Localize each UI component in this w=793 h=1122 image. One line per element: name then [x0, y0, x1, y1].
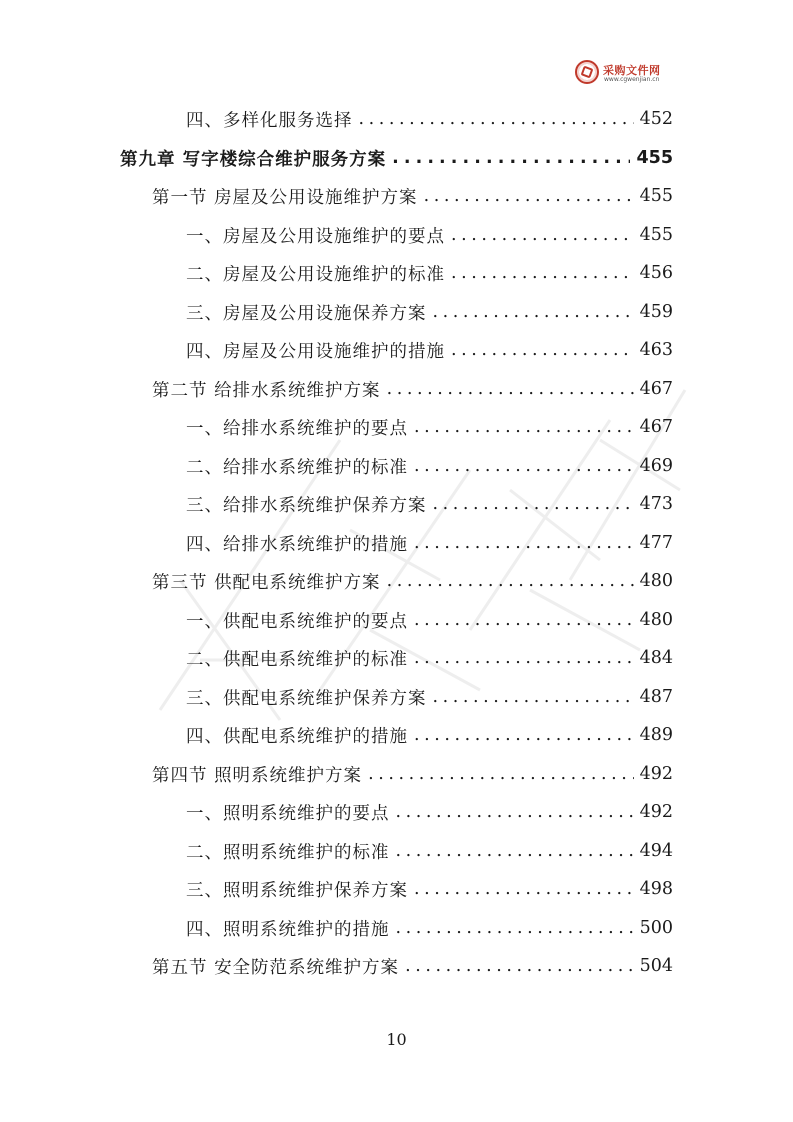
- toc-entry-title: 一、给排水系统维护的要点: [186, 418, 408, 439]
- toc-entry-title: 二、照明系统维护的标准: [186, 842, 390, 863]
- toc-entry[interactable]: [186, 720, 673, 750]
- toc-entry-page: 459: [639, 302, 673, 322]
- toc-leader-dots: [414, 456, 634, 476]
- toc-entry-title: 第二节 给排水系统维护方案: [152, 380, 381, 401]
- toc-section-entry[interactable]: [152, 566, 673, 596]
- toc-entry-title: 第九章 写字楼综合维护服务方案: [120, 149, 387, 170]
- toc-chapter-entry[interactable]: [120, 143, 673, 173]
- toc-leader-dots: [368, 764, 634, 784]
- toc-leader-dots: [359, 109, 634, 129]
- toc-entry-title: 三、房屋及公用设施保养方案: [186, 303, 427, 324]
- toc-entry-page: 492: [639, 802, 673, 822]
- toc-entry-page: 455: [639, 186, 673, 206]
- toc-entry-title: 四、照明系统维护的措施: [186, 919, 390, 940]
- logo-url: www.cgwenjian.cn: [604, 76, 660, 83]
- toc-entry[interactable]: [186, 297, 673, 327]
- toc-section-entry[interactable]: [152, 759, 673, 789]
- toc-entry-title: 四、多样化服务选择: [186, 110, 353, 131]
- toc-leader-dots: [451, 225, 634, 245]
- toc-leader-dots: [405, 956, 634, 976]
- toc-leader-dots: [414, 725, 634, 745]
- toc-entry[interactable]: [186, 836, 673, 866]
- toc-entry-page: 455: [639, 225, 673, 245]
- toc-section-entry[interactable]: [152, 951, 673, 981]
- toc-entry[interactable]: [186, 412, 673, 442]
- toc-entry-page: 469: [639, 456, 673, 476]
- toc-entry[interactable]: [186, 528, 673, 558]
- toc-entry-title: 一、照明系统维护的要点: [186, 803, 390, 824]
- toc-entry[interactable]: [186, 874, 673, 904]
- toc-entry-title: 一、房屋及公用设施维护的要点: [186, 226, 445, 247]
- toc-entry-title: 四、给排水系统维护的措施: [186, 534, 408, 555]
- toc-entry-page: 456: [639, 263, 673, 283]
- toc-entry-page: 473: [639, 494, 673, 514]
- toc-entry[interactable]: [186, 682, 673, 712]
- toc-entry-title: 三、供配电系统维护保养方案: [186, 688, 427, 709]
- site-logo: [575, 58, 685, 88]
- toc-entry-page: 484: [639, 648, 673, 668]
- toc-entry-page: 467: [639, 379, 673, 399]
- toc-leader-dots: [414, 879, 634, 899]
- toc-section-entry[interactable]: [152, 374, 673, 404]
- toc-entry[interactable]: [186, 335, 673, 365]
- toc-leader-dots: [433, 302, 634, 322]
- toc-leader-dots: [433, 494, 634, 514]
- toc-entry-page: 455: [636, 148, 673, 168]
- toc-leader-dots: [414, 417, 634, 437]
- toc-entry-title: 四、房屋及公用设施维护的措施: [186, 341, 445, 362]
- toc-entry-title: 一、供配电系统维护的要点: [186, 611, 408, 632]
- toc-entry[interactable]: [186, 489, 673, 519]
- toc-entry-title: 第四节 照明系统维护方案: [152, 765, 363, 786]
- toc-entry-page: 480: [639, 571, 673, 591]
- toc-entry[interactable]: [186, 220, 673, 250]
- logo-name: 采购文件网: [603, 64, 661, 77]
- toc-entry-page: 492: [639, 764, 673, 784]
- toc-leader-dots: [387, 379, 634, 399]
- toc-entry-page: 489: [639, 725, 673, 745]
- toc-entry-title: 三、照明系统维护保养方案: [186, 880, 408, 901]
- toc-entry-title: 二、房屋及公用设施维护的标准: [186, 264, 445, 285]
- toc-leader-dots: [387, 571, 634, 591]
- toc-entry-page: 467: [639, 417, 673, 437]
- toc-entry[interactable]: [186, 797, 673, 827]
- toc-entry-title: 二、供配电系统维护的标准: [186, 649, 408, 670]
- toc-leader-dots: [414, 533, 634, 553]
- toc-entry-title: 第五节 安全防范系统维护方案: [152, 957, 400, 978]
- toc-leader-dots: [396, 802, 634, 822]
- page-number: 10: [386, 1030, 407, 1049]
- toc-entry-page: 504: [639, 956, 673, 976]
- toc-entry-page: 498: [639, 879, 673, 899]
- toc-entry-page: 480: [639, 610, 673, 630]
- toc-leader-dots: [433, 687, 634, 707]
- toc-entry-title: 四、供配电系统维护的措施: [186, 726, 408, 747]
- toc-entry-page: 463: [639, 340, 673, 360]
- toc-leader-dots: [424, 186, 634, 206]
- toc-entry[interactable]: [186, 258, 673, 288]
- toc-entry[interactable]: [186, 104, 673, 134]
- toc-entry[interactable]: [186, 451, 673, 481]
- toc-entry-page: 487: [639, 687, 673, 707]
- seal-icon: [575, 60, 599, 84]
- toc-entry[interactable]: [186, 643, 673, 673]
- toc-leader-dots: [392, 148, 630, 168]
- toc-entry[interactable]: [186, 605, 673, 635]
- toc-entry-title: 第一节 房屋及公用设施维护方案: [152, 187, 418, 208]
- toc-entry[interactable]: [186, 913, 673, 943]
- toc-entry-title: 第三节 供配电系统维护方案: [152, 572, 381, 593]
- toc-leader-dots: [451, 263, 634, 283]
- toc-leader-dots: [396, 918, 634, 938]
- toc-entry-page: 477: [639, 533, 673, 553]
- toc-leader-dots: [414, 648, 634, 668]
- toc-entry-title: 二、给排水系统维护的标准: [186, 457, 408, 478]
- toc-section-entry[interactable]: [152, 181, 673, 211]
- toc-entry-page: 452: [639, 109, 673, 129]
- toc-leader-dots: [396, 841, 634, 861]
- toc-entry-title: 三、给排水系统维护保养方案: [186, 495, 427, 516]
- toc-entry-page: 500: [639, 918, 673, 938]
- toc-entry-page: 494: [639, 841, 673, 861]
- toc-leader-dots: [414, 610, 634, 630]
- toc-leader-dots: [451, 340, 634, 360]
